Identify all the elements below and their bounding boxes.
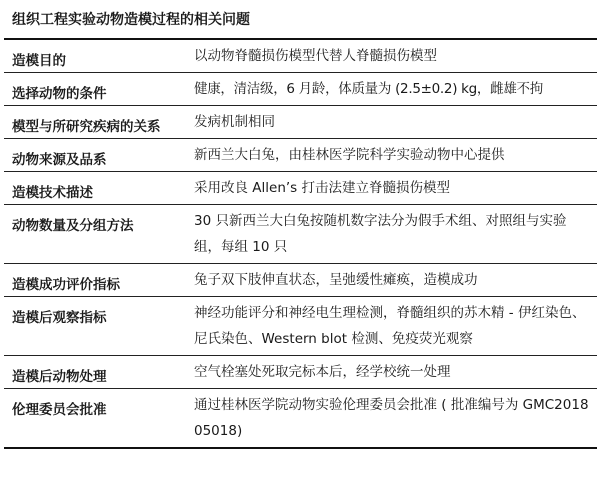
row-value: 空气栓塞处死取完标本后，经学校统一处理 [194, 364, 451, 380]
info-table [4, 40, 597, 449]
row-label: 模型与所研究疾病的关系 [12, 119, 161, 135]
row-value: 发病机制相同 [194, 114, 275, 130]
row-value: 健康，清洁级，6 月龄，体质量为 (2.5±0.2) kg，雌雄不拘 [194, 81, 543, 97]
row-label: 伦理委员会批准 [12, 402, 107, 418]
table-row [4, 40, 597, 73]
table-row [4, 73, 597, 106]
row-label: 造模技术描述 [12, 185, 93, 201]
row-label: 动物数量及分组方法 [12, 218, 134, 234]
table-row [4, 172, 597, 205]
row-value: 神经功能评分和神经电生理检测，脊髓组织的苏木精 - 伊红染色、尼氏染色、Western blot 检测、免疫荧光观察 [194, 305, 586, 347]
row-label: 造模目的 [12, 53, 66, 69]
row-label: 造模后观察指标 [12, 310, 107, 326]
row-value: 新西兰大白兔，由桂林医学院科学实验动物中心提供 [194, 147, 505, 163]
row-label: 造模成功评价指标 [12, 277, 120, 293]
table-row [4, 205, 597, 264]
row-value: 采用改良 Allen’s 打击法建立脊髓损伤模型 [194, 180, 451, 196]
row-value: 通过桂林医学院动物实验伦理委员会批准 ( 批准编号为 GMC201805018) [194, 397, 589, 439]
row-label: 动物来源及品系 [12, 152, 107, 168]
table-row [4, 264, 597, 297]
table-row [4, 106, 597, 139]
table-row [4, 356, 597, 389]
row-label: 选择动物的条件 [12, 86, 107, 102]
table-row [4, 297, 597, 356]
row-value: 30 只新西兰大白兔按随机数字法分为假手术组、对照组与实验组，每组 10 只 [194, 213, 567, 255]
table-row [4, 389, 597, 449]
row-value: 以动物脊髓损伤模型代替人脊髓损伤模型 [194, 48, 437, 64]
table-title: 组织工程实验动物造模过程的相关问题 [4, 0, 597, 40]
row-value: 兔子双下肢伸直状态，呈弛缓性瘫痪，造模成功 [194, 272, 478, 288]
table-row [4, 139, 597, 172]
row-label: 造模后动物处理 [12, 369, 107, 385]
